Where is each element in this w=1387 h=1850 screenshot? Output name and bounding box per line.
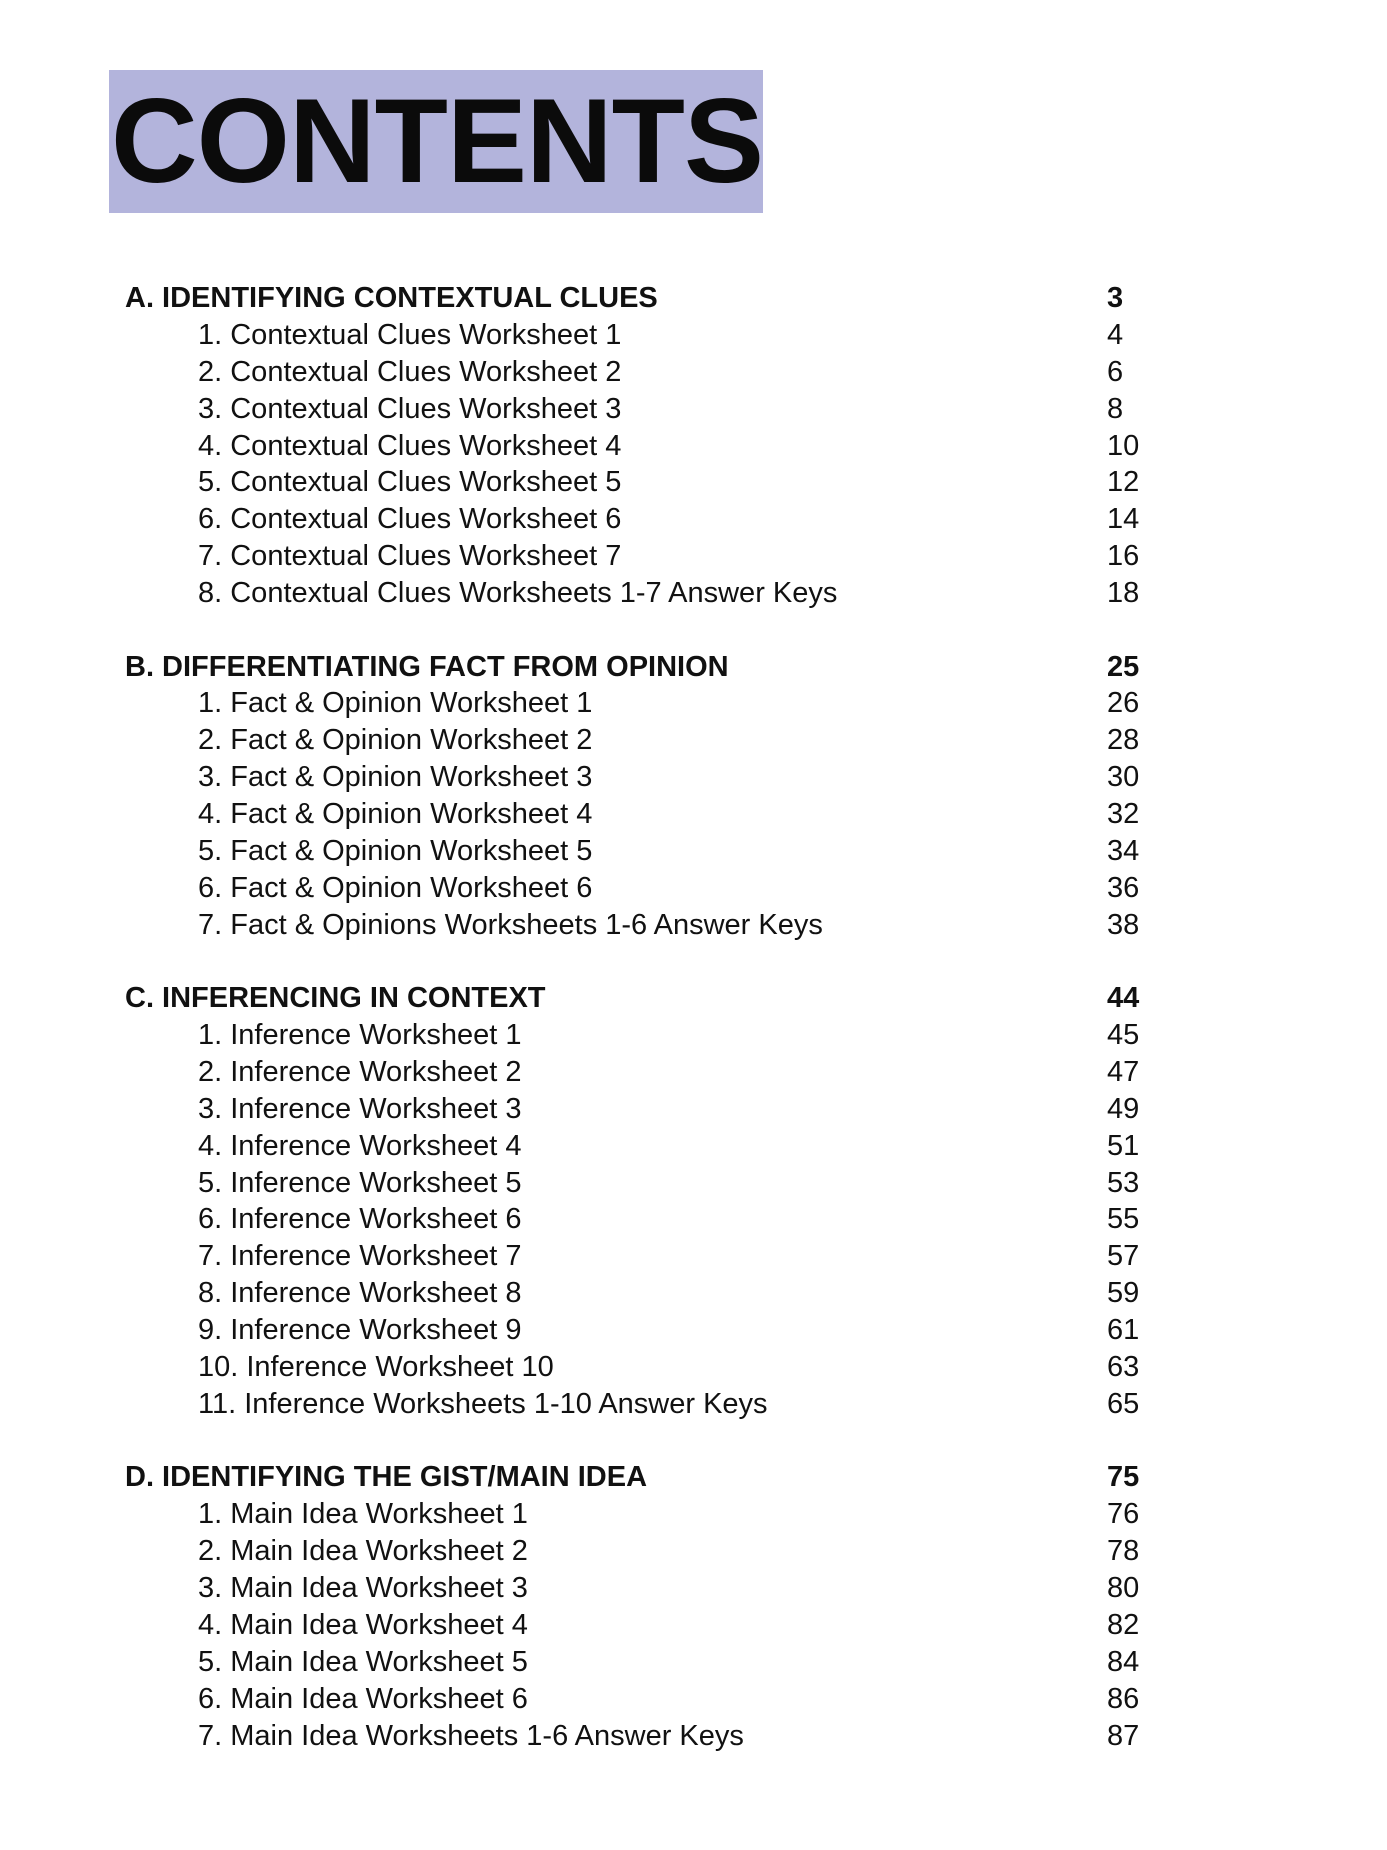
section-heading: B. DIFFERENTIATING FACT FROM OPINION	[125, 650, 729, 683]
toc-entry-label: 3. Inference Worksheet 3	[198, 1092, 522, 1125]
toc-entry-label: 4. Contextual Clues Worksheet 4	[198, 429, 622, 462]
toc-entry-page-number: 34	[1107, 834, 1140, 867]
section-heading: A. IDENTIFYING CONTEXTUAL CLUES	[125, 282, 658, 314]
toc-entry-label: 2. Contextual Clues Worksheet 2	[198, 355, 622, 388]
toc-entry-page-number: 78	[1107, 1535, 1140, 1568]
toc-entry	[125, 1128, 1145, 1165]
toc-entry-label: 7. Main Idea Worksheets 1-6 Answer Keys	[198, 1719, 744, 1752]
toc-section	[125, 1459, 1145, 1754]
toc-entry	[125, 538, 1145, 575]
section-heading-row	[125, 280, 1145, 317]
toc-entry-label: 1. Fact & Opinion Worksheet 1	[198, 687, 593, 720]
toc-entry-page-number: 8	[1107, 392, 1124, 425]
toc-entry	[125, 1165, 1145, 1202]
toc-entry-page-number: 61	[1107, 1314, 1140, 1347]
toc-entry-label: 7. Inference Worksheet 7	[198, 1240, 522, 1273]
toc-section	[125, 980, 1145, 1423]
toc-entry-label: 2. Inference Worksheet 2	[198, 1055, 522, 1088]
section-heading-row	[125, 649, 1145, 686]
toc-entry-label: 6. Main Idea Worksheet 6	[198, 1682, 528, 1715]
toc-entry-label: 2. Fact & Opinion Worksheet 2	[198, 724, 593, 757]
toc-entry-label: 5. Contextual Clues Worksheet 5	[198, 466, 622, 499]
toc-entry-label: 10. Inference Worksheet 10	[198, 1351, 554, 1384]
toc-entry-label: 8. Inference Worksheet 8	[198, 1277, 522, 1310]
toc-entry-page-number: 63	[1107, 1351, 1140, 1384]
toc-entry-page-number: 53	[1107, 1166, 1140, 1199]
toc-entry-label: 1. Main Idea Worksheet 1	[198, 1498, 528, 1531]
toc-entry	[125, 464, 1145, 501]
toc-entry	[125, 391, 1145, 428]
page-title: CONTENTS	[111, 74, 763, 208]
toc-entry	[125, 796, 1145, 833]
section-heading: D. IDENTIFYING THE GIST/MAIN IDEA	[125, 1461, 648, 1494]
table-of-contents	[125, 280, 1145, 1791]
toc-entry-page-number: 55	[1107, 1203, 1140, 1236]
toc-entry	[125, 1091, 1145, 1128]
toc-section	[125, 280, 1145, 612]
toc-entry-page-number: 4	[1107, 318, 1124, 351]
toc-entry-page-number: 82	[1107, 1608, 1140, 1641]
toc-entry-label: 8. Contextual Clues Worksheets 1-7 Answer Keys	[198, 577, 838, 610]
toc-entry-page-number: 59	[1107, 1277, 1140, 1310]
toc-entry-page-number: 16	[1107, 540, 1140, 573]
toc-entry-label: 7. Contextual Clues Worksheet 7	[198, 540, 622, 573]
toc-entry	[125, 1570, 1145, 1607]
toc-entry	[125, 833, 1145, 870]
toc-entry	[125, 759, 1145, 796]
toc-entry-page-number: 32	[1107, 798, 1140, 831]
toc-entry-label: 6. Fact & Opinion Worksheet 6	[198, 871, 593, 904]
toc-entry	[125, 1718, 1145, 1755]
contents-title-banner	[109, 70, 763, 213]
toc-entry	[125, 501, 1145, 538]
toc-entry	[125, 428, 1145, 465]
section-page-number: 44	[1107, 982, 1140, 1015]
toc-entry-page-number: 65	[1107, 1387, 1140, 1420]
section-page-number: 75	[1107, 1461, 1140, 1494]
toc-entry-page-number: 84	[1107, 1645, 1140, 1678]
toc-entry	[125, 1644, 1145, 1681]
toc-entry-page-number: 51	[1107, 1129, 1140, 1162]
toc-entry	[125, 1386, 1145, 1423]
toc-entry-label: 1. Contextual Clues Worksheet 1	[198, 318, 622, 351]
toc-entry-page-number: 18	[1107, 577, 1140, 610]
toc-entry-label: 1. Inference Worksheet 1	[198, 1019, 522, 1052]
toc-entry-label: 5. Main Idea Worksheet 5	[198, 1645, 528, 1678]
toc-entry-label: 5. Fact & Opinion Worksheet 5	[198, 834, 593, 867]
toc-entry-page-number: 36	[1107, 871, 1140, 904]
toc-entry-label: 4. Fact & Opinion Worksheet 4	[198, 798, 593, 831]
toc-section	[125, 649, 1145, 944]
toc-entry-page-number: 26	[1107, 687, 1140, 720]
toc-entry	[125, 1054, 1145, 1091]
toc-entry	[125, 1533, 1145, 1570]
toc-entry-page-number: 14	[1107, 503, 1140, 536]
toc-entry-page-number: 12	[1107, 466, 1140, 499]
toc-entry	[125, 870, 1145, 907]
toc-entry	[125, 685, 1145, 722]
toc-entry	[125, 1496, 1145, 1533]
toc-entry-page-number: 57	[1107, 1240, 1140, 1273]
toc-entry-page-number: 86	[1107, 1682, 1140, 1715]
toc-entry-page-number: 10	[1107, 429, 1140, 462]
toc-entry-page-number: 45	[1107, 1019, 1140, 1052]
toc-entry-label: 9. Inference Worksheet 9	[198, 1314, 522, 1347]
toc-entry-page-number: 87	[1107, 1719, 1140, 1752]
toc-entry-label: 6. Inference Worksheet 6	[198, 1203, 522, 1236]
section-heading: C. INFERENCING IN CONTEXT	[125, 982, 546, 1015]
toc-entry-page-number: 38	[1107, 908, 1140, 941]
toc-entry-label: 6. Contextual Clues Worksheet 6	[198, 503, 622, 536]
section-heading-row	[125, 980, 1145, 1017]
toc-entry-label: 2. Main Idea Worksheet 2	[198, 1535, 528, 1568]
toc-entry	[125, 1017, 1145, 1054]
toc-entry-page-number: 28	[1107, 724, 1140, 757]
toc-entry	[125, 575, 1145, 612]
toc-entry	[125, 1312, 1145, 1349]
toc-entry-label: 7. Fact & Opinions Worksheets 1-6 Answer Keys	[198, 908, 823, 941]
toc-entry	[125, 1607, 1145, 1644]
toc-entry	[125, 1238, 1145, 1275]
toc-entry-label: 3. Main Idea Worksheet 3	[198, 1572, 528, 1604]
toc-entry-page-number: 47	[1107, 1055, 1140, 1088]
toc-entry	[125, 1201, 1145, 1238]
toc-entry-label: 3. Contextual Clues Worksheet 3	[198, 392, 622, 425]
toc-entry	[125, 907, 1145, 944]
toc-entry-page-number: 30	[1107, 761, 1140, 794]
toc-entry-page-number: 80	[1107, 1572, 1140, 1604]
toc-entry	[125, 1681, 1145, 1718]
toc-entry	[125, 1275, 1145, 1312]
toc-entry	[125, 317, 1145, 354]
toc-entry-label: 3. Fact & Opinion Worksheet 3	[198, 761, 593, 794]
section-page-number: 3	[1107, 282, 1124, 314]
toc-entry	[125, 722, 1145, 759]
toc-entry-page-number: 76	[1107, 1498, 1140, 1531]
toc-entry-page-number: 6	[1107, 355, 1124, 388]
toc-entry-label: 4. Inference Worksheet 4	[198, 1129, 522, 1162]
toc-entry	[125, 354, 1145, 391]
toc-entry-label: 11. Inference Worksheets 1-10 Answer Keys	[198, 1387, 768, 1420]
toc-entry	[125, 1349, 1145, 1386]
section-heading-row	[125, 1459, 1145, 1496]
toc-entry-label: 4. Main Idea Worksheet 4	[198, 1608, 528, 1641]
toc-entry-page-number: 49	[1107, 1092, 1140, 1125]
toc-entry-label: 5. Inference Worksheet 5	[198, 1166, 522, 1199]
section-page-number: 25	[1107, 650, 1140, 683]
